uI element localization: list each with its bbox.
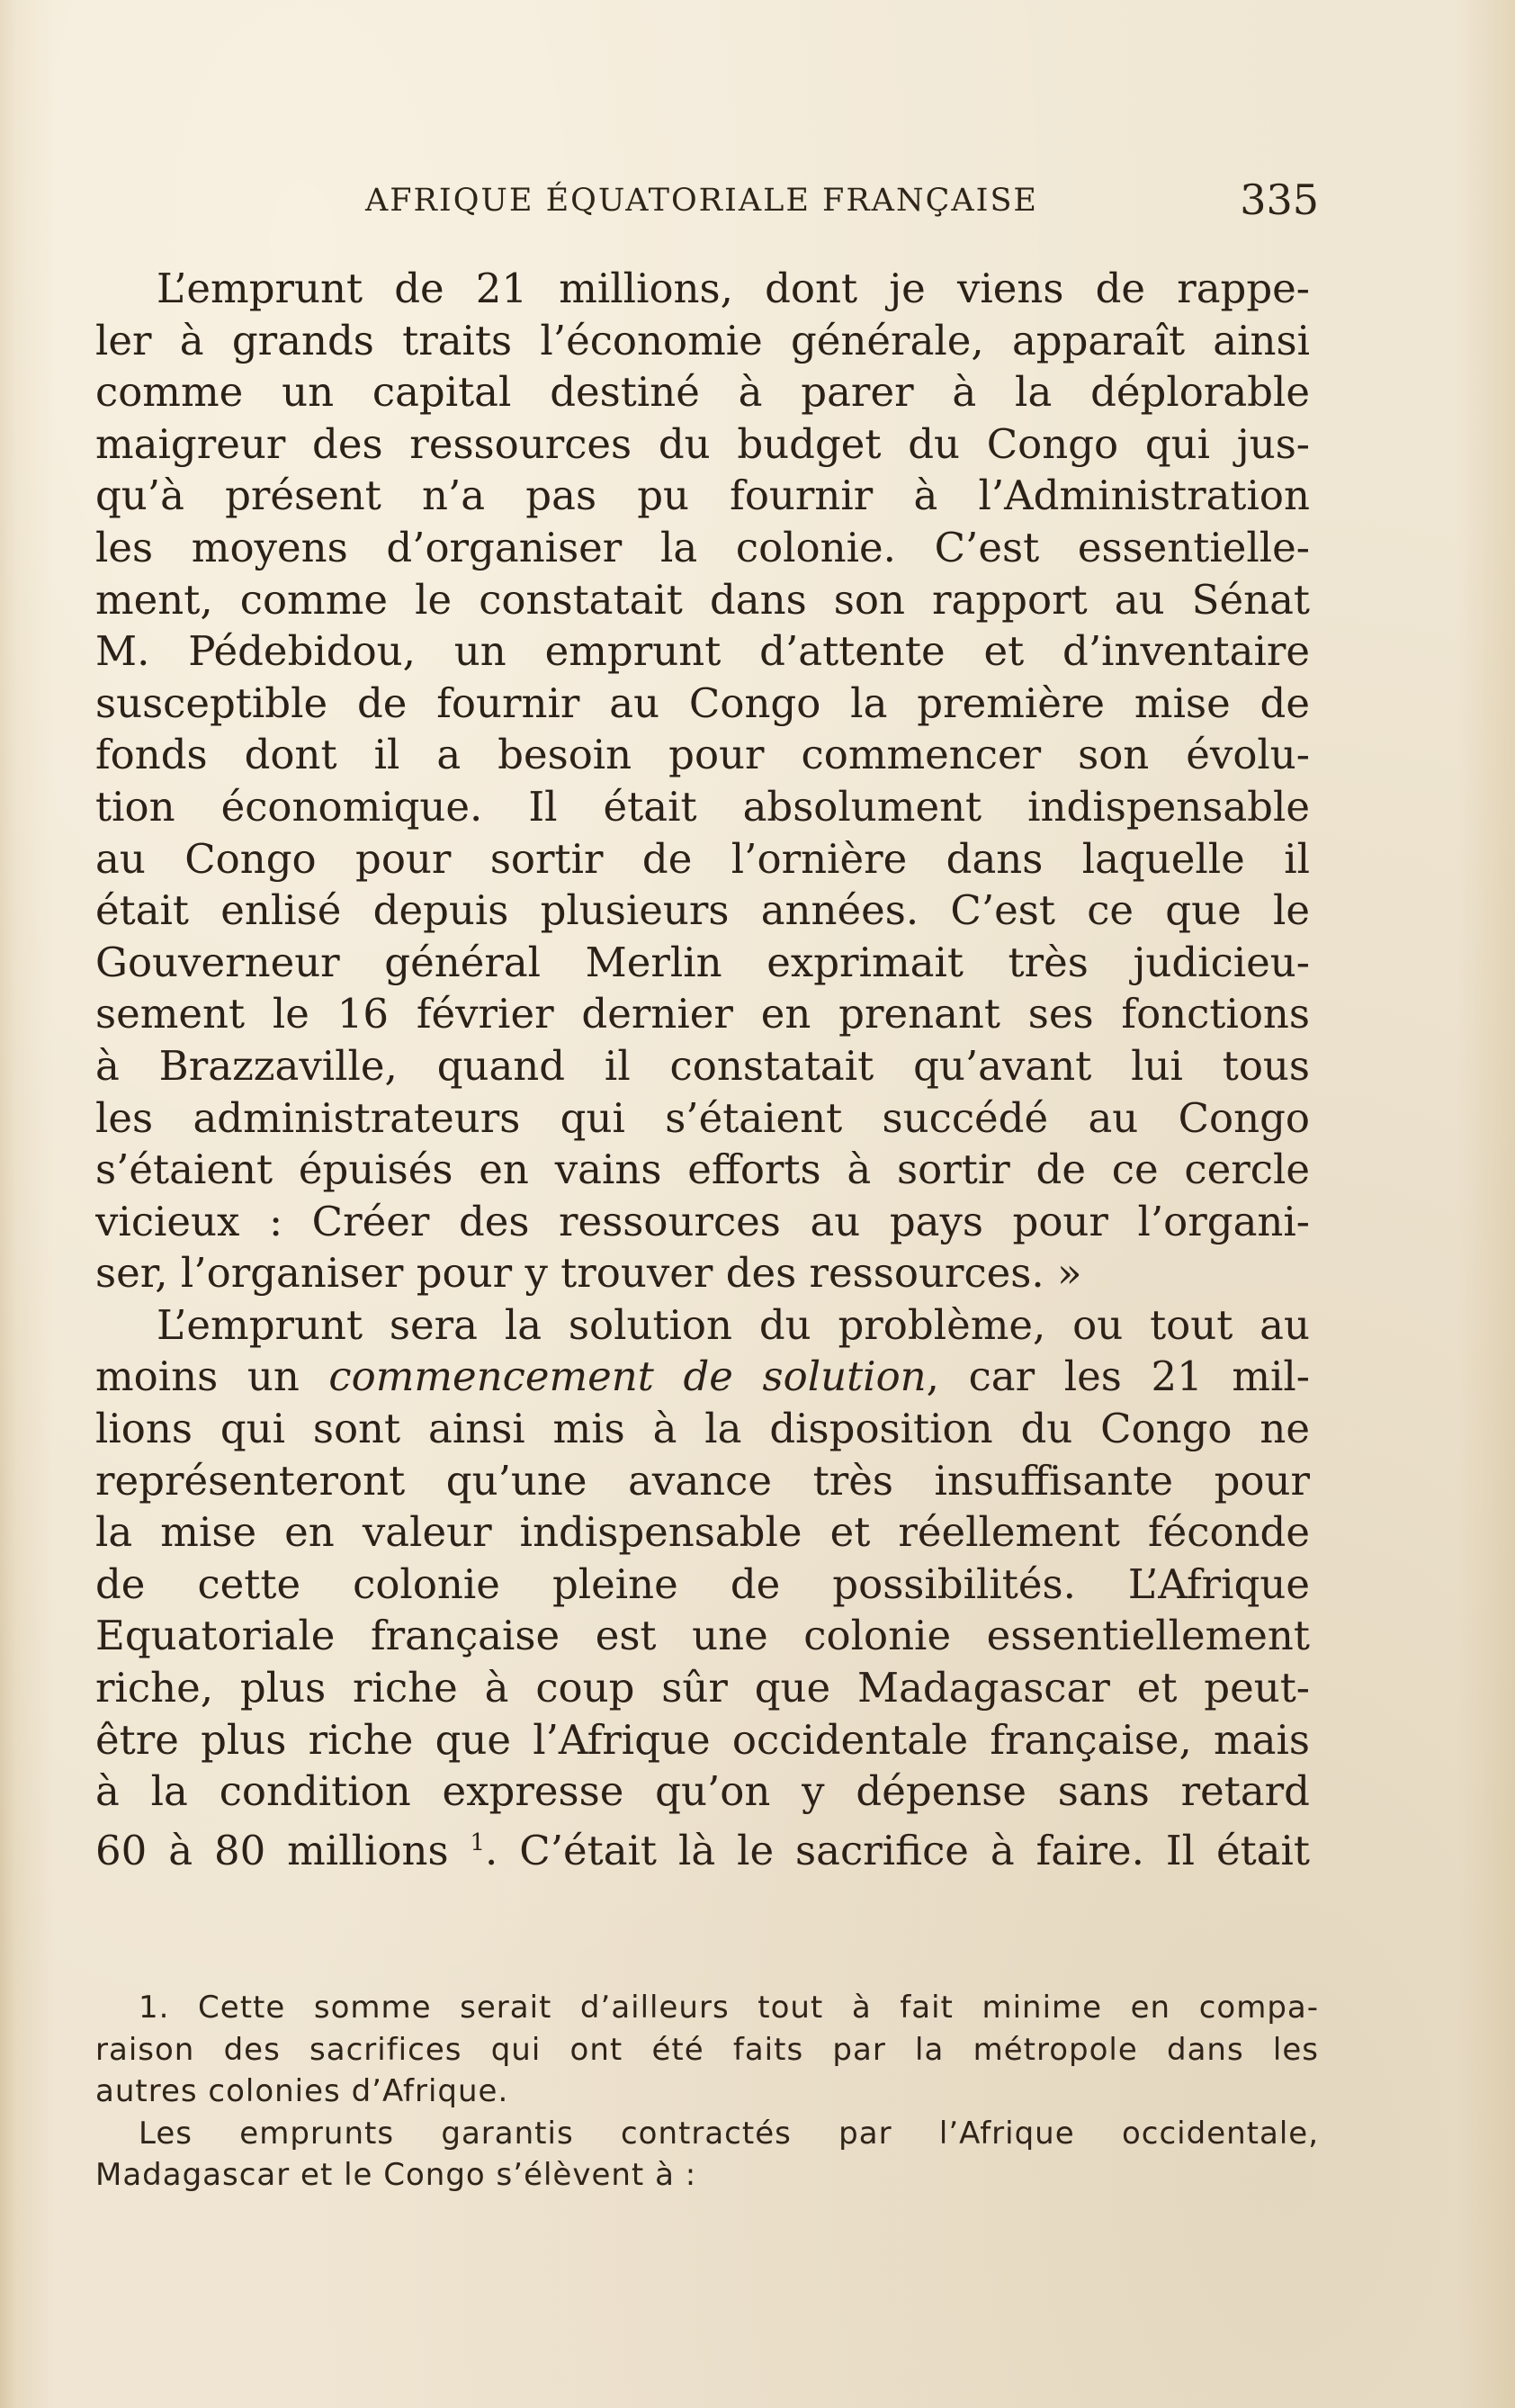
text-line: susceptible de fournir au Congo la première mise de xyxy=(95,678,1310,727)
footnote-line: Madagascar et le Congo s’élèvent à : xyxy=(95,2157,697,2193)
footnote-line: raison des sacrifices qui ont été faits par la métropole dans les xyxy=(95,2031,1319,2068)
text-line: était enlisé depuis plusieurs années. C’est ce que le xyxy=(95,886,1310,935)
text-line: ser, l’organiser pour y trouver des ressources. » xyxy=(95,1249,1082,1298)
footnote-ref: 1 xyxy=(470,1828,486,1856)
text-line: de cette colonie pleine de possibilités. L’Afrique xyxy=(95,1559,1310,1608)
footnote-line: 1. Cette somme serait d’ailleurs tout à fait minime en compa- xyxy=(139,1990,1319,2026)
text-line: les administrateurs qui s’étaient succédé au Congo xyxy=(95,1093,1310,1142)
text-line: qu’à présent n’a pas pu fournir à l’Administration xyxy=(95,472,1310,520)
page-header xyxy=(95,175,1319,229)
text-line: tion économique. Il était absolument indispensable xyxy=(95,782,1310,831)
text-line: à Brazzaville, quand il constatait qu’avant lui tous xyxy=(95,1041,1310,1090)
footnotes xyxy=(95,1987,1319,2197)
text-line: L’emprunt sera la solution du problème, ou tout au xyxy=(157,1300,1310,1349)
text-line: la mise en valeur indispensable et réellement féconde xyxy=(95,1508,1310,1557)
running-title: AFRIQUE ÉQUATORIALE FRANÇAISE xyxy=(365,183,1038,219)
text-line: vicieux : Créer des ressources au pays pour l’organi- xyxy=(95,1197,1310,1245)
text-line: être plus riche que l’Afrique occidentale française, mais xyxy=(95,1715,1310,1764)
footnote-line: Les emprunts garantis contractés par l’Afrique occidentale, xyxy=(139,2115,1319,2152)
text-line: sement le 16 février dernier en prenant ses fonctions xyxy=(95,990,1310,1038)
text-line-with-italic xyxy=(95,1351,1310,1403)
text-line: Equatoriale française est une colonie essentiellement xyxy=(95,1612,1310,1660)
italic-phrase: commencement de solution xyxy=(328,1352,927,1401)
text-fragment: . C’était là le sacrifice à faire. Il était xyxy=(485,1826,1310,1870)
text-fragment: , car les 21 mil- xyxy=(926,1352,1310,1401)
text-line-with-footnote-ref xyxy=(95,1818,1310,1870)
text-line: représenteront qu’une avance très insuffisante pour xyxy=(95,1456,1310,1505)
page-number: 335 xyxy=(1240,175,1319,224)
body-text xyxy=(95,263,1310,1869)
text-line: les moyens d’organiser la colonie. C’est essentielle- xyxy=(95,523,1310,571)
text-line: ler à grands traits l’économie générale, apparaît ainsi xyxy=(95,316,1310,364)
text-line: fonds dont il a besoin pour commencer son évolu- xyxy=(95,731,1310,779)
text-line: ment, comme le constatait dans son rapport au Sénat xyxy=(95,575,1310,624)
text-line: M. Pédebidou, un emprunt d’attente et d’inventaire xyxy=(95,627,1310,676)
text-line: maigreur des ressources du budget du Congo qui jus- xyxy=(95,419,1310,468)
text-line: riche, plus riche à coup sûr que Madagascar et peut- xyxy=(95,1664,1310,1712)
text-line: comme un capital destiné à parer à la déplorable xyxy=(95,368,1310,417)
text-line: au Congo pour sortir de l’ornière dans laquelle il xyxy=(95,834,1310,883)
footnote-line: autres colonies d’Afrique. xyxy=(95,2073,509,2109)
text-line: à la condition expresse qu’on y dépense sans retard xyxy=(95,1767,1310,1816)
text-fragment: moins un xyxy=(95,1352,329,1401)
text-line: Gouverneur général Merlin exprimait très judicieu- xyxy=(95,938,1310,986)
text-line: s’étaient épuisés en vains efforts à sortir de ce cercle xyxy=(95,1146,1310,1194)
text-fragment: 60 à 80 millions xyxy=(95,1826,471,1870)
text-line: L’emprunt de 21 millions, dont je viens de rappe- xyxy=(157,265,1310,312)
text-line: lions qui sont ainsi mis à la disposition du Congo ne xyxy=(95,1405,1310,1453)
